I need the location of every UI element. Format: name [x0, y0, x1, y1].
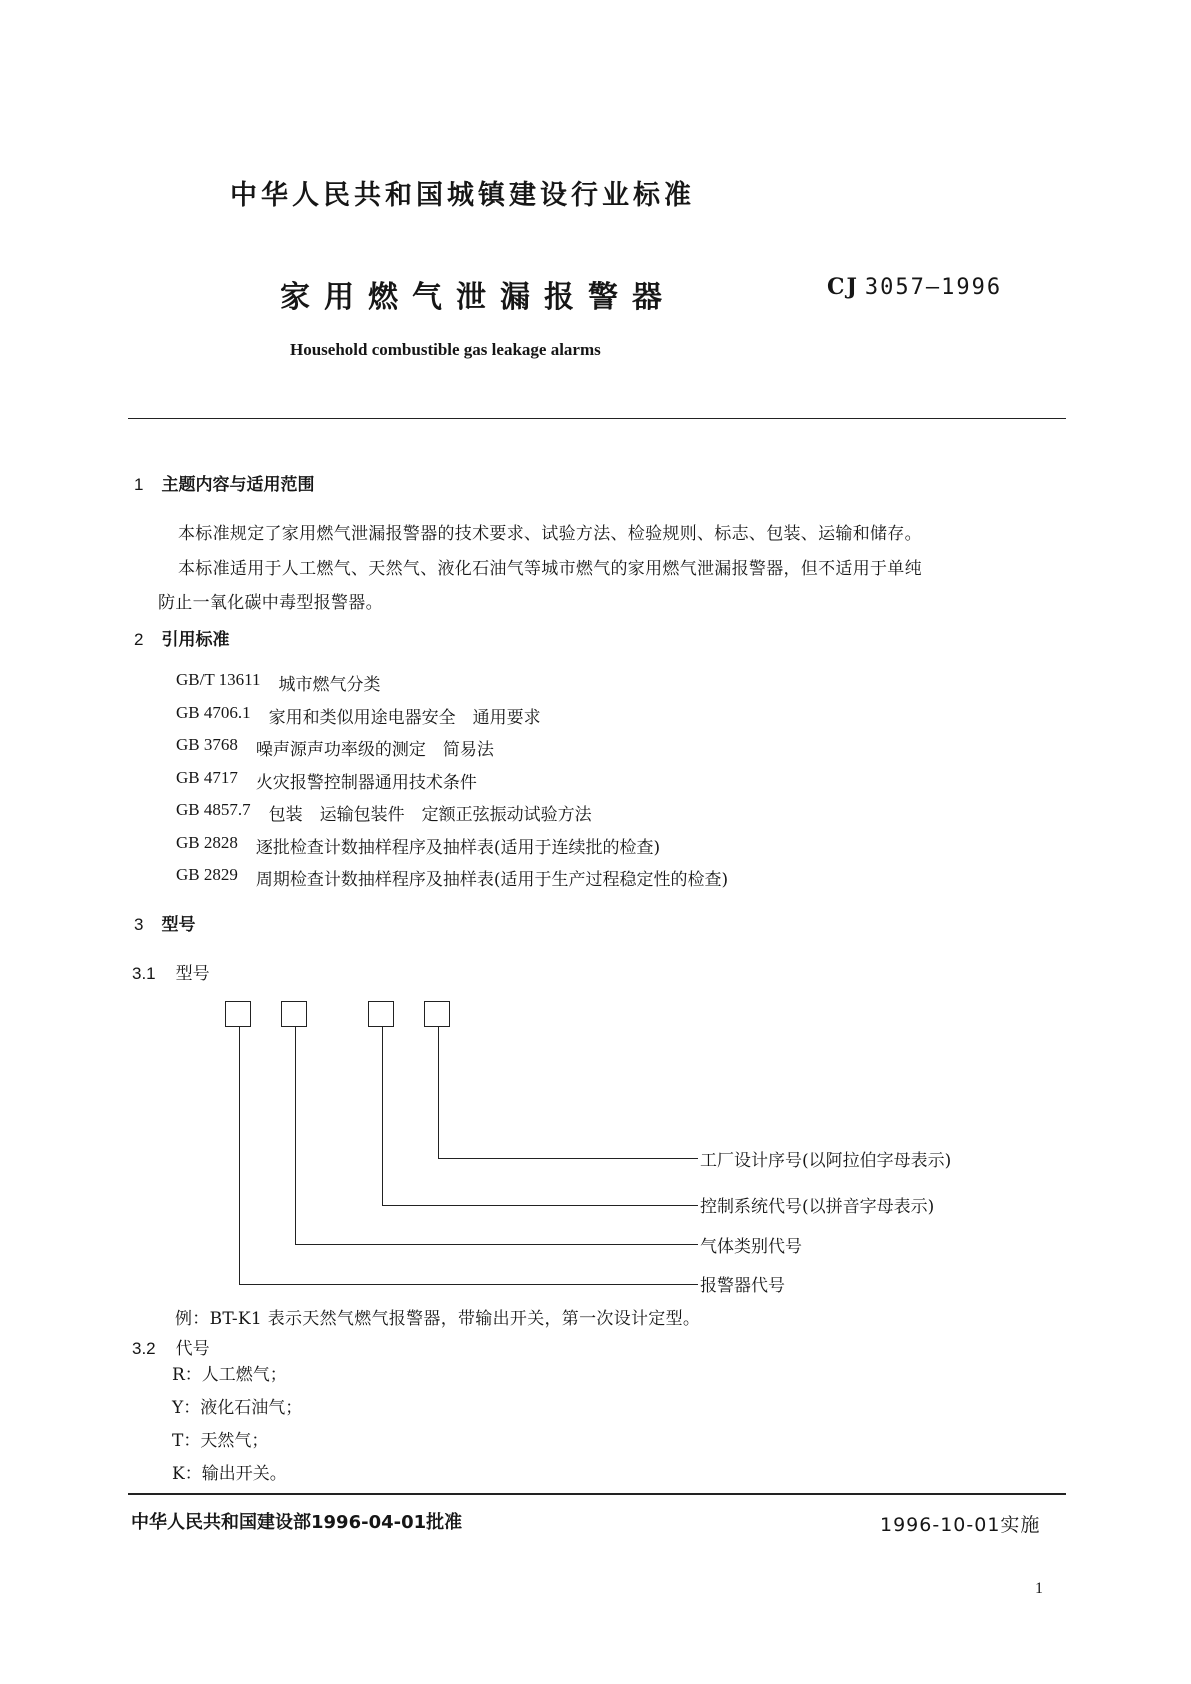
section-2-heading	[134, 625, 229, 650]
reference-code: GB 3768	[176, 735, 238, 754]
code-box-alarm	[225, 1001, 251, 1027]
section-1-paragraph-2-cont: 防止一氧化碳中毒型报警器。	[158, 593, 383, 613]
code-box-control	[368, 1001, 394, 1027]
standard-title-cn: 家用燃气泄漏报警器	[280, 280, 676, 315]
code-list	[172, 1360, 302, 1492]
code-item: T：天然气；	[172, 1431, 269, 1451]
section-title: 引用标准	[161, 630, 230, 650]
reference-row	[176, 670, 728, 703]
section-number: 3	[134, 915, 144, 934]
code-item: R：人工燃气；	[172, 1365, 287, 1385]
reference-row	[176, 768, 728, 801]
connector-line	[295, 1027, 296, 1244]
subsection-3-2-heading	[132, 1334, 210, 1359]
section-title: 主题内容与适用范围	[161, 475, 315, 495]
section-1-paragraph-2: 本标准适用于人工燃气、天然气、液化石油气等城市燃气的家用燃气泄漏报警器，但不适用于单纯	[178, 559, 922, 579]
section-title: 型号	[161, 915, 196, 935]
standard-title-en: Household combustible gas leakage alarms	[290, 340, 601, 359]
diagram-label-alarm: 报警器代号	[700, 1276, 785, 1296]
connector-line	[438, 1158, 698, 1159]
connector-line	[295, 1244, 698, 1245]
diagram-label-gas-type: 气体类别代号	[700, 1237, 802, 1257]
reference-row	[176, 833, 728, 866]
reference-code: GB/T 13611	[176, 670, 261, 689]
reference-title: 包装 运输包装件 定额正弦振动试验方法	[268, 805, 592, 825]
reference-code: GB 4706.1	[176, 702, 251, 722]
approval-line: 中华人民共和国建设部1996-04-01批准	[131, 1512, 463, 1533]
issuing-authority: 中华人民共和国城镇建设行业标准	[230, 180, 695, 211]
diagram-label-control: 控制系统代号(以拼音字母表示)	[700, 1197, 935, 1217]
connector-line	[239, 1284, 698, 1285]
subsection-number: 3.2	[132, 1339, 156, 1358]
page-number: 1	[1035, 1580, 1043, 1597]
standard-code	[827, 274, 1002, 300]
connector-line	[438, 1027, 439, 1158]
connector-line	[239, 1027, 240, 1284]
section-number: 2	[134, 630, 144, 649]
footer-divider	[128, 1493, 1066, 1495]
code-box-design	[424, 1001, 450, 1027]
section-1-paragraph-1: 本标准规定了家用燃气泄漏报警器的技术要求、试验方法、检验规则、标志、包装、运输和储存。	[178, 524, 922, 544]
reference-title: 城市燃气分类	[278, 675, 381, 695]
connector-line	[382, 1205, 698, 1206]
section-1-heading	[134, 470, 314, 495]
reference-code: GB 4717	[176, 767, 238, 787]
referenced-standards-list	[176, 670, 728, 898]
code-item: Y：液化石油气；	[172, 1398, 303, 1418]
reference-title: 家用和类似用途电器安全 通用要求	[268, 707, 541, 728]
reference-row	[176, 735, 728, 768]
model-example: 例：BT-K1 表示天然气燃气报警器，带输出开关，第一次设计定型。	[175, 1309, 701, 1329]
reference-row	[176, 800, 728, 833]
reference-title: 火灾报警控制器通用技术条件	[255, 772, 477, 793]
reference-code: GB 2829	[176, 865, 238, 884]
section-3-heading	[134, 910, 195, 935]
subsection-number: 3.1	[132, 964, 156, 983]
connector-line	[382, 1027, 383, 1205]
reference-title: 周期检查计数抽样程序及抽样表(适用于生产过程稳定性的检查)	[255, 870, 729, 890]
reference-code: GB 2828	[176, 832, 238, 852]
subsection-title: 代号	[175, 1339, 210, 1359]
subsection-title: 型号	[175, 964, 210, 984]
reference-title: 噪声源声功率级的测定 简易法	[255, 740, 494, 760]
effective-date: 1996-10-01实施	[880, 1514, 1041, 1536]
reference-title: 逐批检查计数抽样程序及抽样表(适用于连续批的检查)	[255, 837, 661, 858]
standard-number: 3057—1996	[864, 275, 1003, 300]
subsection-3-1-heading	[132, 959, 210, 984]
code-item: K：输出开关。	[172, 1464, 287, 1484]
reference-row	[176, 703, 728, 736]
standard-prefix: CJ	[827, 274, 859, 300]
reference-code: GB 4857.7	[176, 800, 251, 819]
diagram-label-design: 工厂设计序号(以阿拉伯字母表示)	[700, 1151, 952, 1171]
code-box-gas-type	[281, 1001, 307, 1027]
header-divider	[128, 418, 1066, 419]
reference-row	[176, 865, 728, 898]
section-number: 1	[134, 475, 144, 494]
